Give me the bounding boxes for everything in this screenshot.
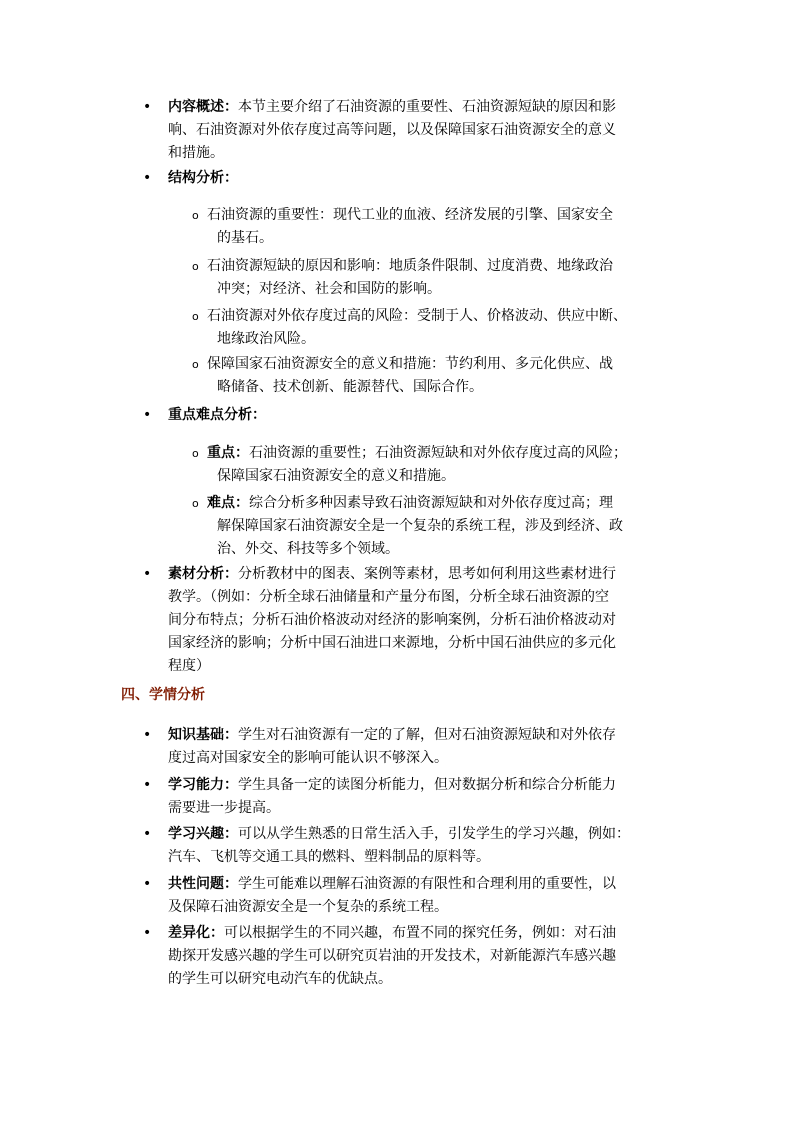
paragraph-line: 治、外交、科技等多个领域。 <box>217 541 399 557</box>
paragraph-line: 及保障石油资源安全是一个复杂的系统工程。 <box>168 899 448 915</box>
paragraph-line: 程度） <box>168 658 210 674</box>
paragraph-line: 响、石油资源对外依存度过高等问题，以及保障国家石油资源安全的意义 <box>168 122 616 138</box>
paragraph-line: 和措施。 <box>168 145 224 161</box>
paragraph-line: 度过高对国家安全的影响可能认识不够深入。 <box>168 750 448 766</box>
paragraph-line: 学生对石油资源有一定的了解，但对石油资源短缺和对外依存 <box>238 727 616 743</box>
bullet-disc: • <box>143 826 152 842</box>
bullet-disc: • <box>143 876 152 892</box>
bullet-disc: • <box>143 170 152 186</box>
student-analysis-item <box>168 823 688 869</box>
bullet-circle: o <box>192 497 199 510</box>
bullet-disc: • <box>143 407 152 423</box>
paragraph-line: 冲突；对经济、社会和国防的影响。 <box>217 281 441 297</box>
structure-item <box>207 204 687 250</box>
bullet-disc: • <box>143 727 152 743</box>
bullet-circle: o <box>192 447 199 460</box>
bullet-circle: o <box>192 358 199 371</box>
paragraph-line: 勘探开发感兴趣的学生可以研究页岩油的开发技术，对新能源汽车感兴趣 <box>168 948 616 964</box>
paragraph-line: 保障国家石油资源安全的意义和措施：节约利用、多元化供应、战 <box>207 356 613 372</box>
paragraph-line: 地缘政治风险。 <box>217 331 315 347</box>
paragraph-line: 的学生可以研究电动汽车的优缺点。 <box>168 971 392 987</box>
term-label: 结构分析： <box>168 170 238 186</box>
paragraph-line: 可以从学生熟悉的日常生活入手，引发学生的学习兴趣，例如： <box>238 826 630 842</box>
paragraph-line: 国家经济的影响；分析中国石油进口来源地，分析中国石油供应的多元化 <box>168 635 616 651</box>
term-label: 知识基础： <box>168 727 238 743</box>
student-analysis-item <box>168 724 688 770</box>
paragraph-line: 可以根据学生的不同兴趣，布置不同的探究任务，例如：对石油 <box>224 925 616 941</box>
key-point-item <box>207 492 687 561</box>
structure-item <box>207 305 687 351</box>
paragraph-line: 石油资源的重要性：现代工业的血液、经济发展的引擎、国家安全 <box>207 207 613 223</box>
paragraph-line: 石油资源的重要性；石油资源短缺和对外依存度过高的风险； <box>249 445 627 461</box>
bullet-circle: o <box>192 209 199 222</box>
paragraph-line: 石油资源对外依存度过高的风险：受制于人、价格波动、供应中断、 <box>207 308 627 324</box>
paragraph-line: 需要进一步提高。 <box>168 800 280 816</box>
term-label: 内容概述： <box>168 99 238 115</box>
paragraph-line: 分析教材中的图表、案例等素材，思考如何利用这些素材进行 <box>238 566 616 582</box>
structure-item <box>207 353 687 399</box>
term-label: 差异化： <box>168 925 224 941</box>
content-overview-item <box>168 96 688 165</box>
paragraph-line: 汽车、飞机等交通工具的燃料、塑料制品的原料等。 <box>168 849 490 865</box>
paragraph-line: 石油资源短缺的原因和影响：地质条件限制、过度消费、地缘政治 <box>207 258 613 274</box>
bullet-disc: • <box>143 566 152 582</box>
materials-item <box>168 563 688 678</box>
section-heading: 四、学情分析 <box>121 687 205 703</box>
bullet-disc: • <box>143 99 152 115</box>
paragraph-line: 学生具备一定的读图分析能力，但对数据分析和综合分析能力 <box>238 777 616 793</box>
paragraph-line: 解保障国家石油资源安全是一个复杂的系统工程，涉及到经济、政 <box>217 518 623 534</box>
student-analysis-item <box>168 774 688 820</box>
student-analysis-item <box>168 873 688 919</box>
paragraph-line: 略储备、技术创新、能源替代、国际合作。 <box>217 379 483 395</box>
paragraph-line: 保障国家石油资源安全的意义和措施。 <box>217 468 455 484</box>
paragraph-line: 学生可能难以理解石油资源的有限性和合理利用的重要性，以 <box>238 876 616 892</box>
term-label: 重点难点分析： <box>168 407 266 423</box>
paragraph-line: 的基石。 <box>217 230 273 246</box>
key-points-heading <box>168 404 688 427</box>
bullet-circle: o <box>192 260 199 273</box>
student-analysis-item <box>168 922 688 991</box>
bullet-disc: • <box>143 925 152 941</box>
term-label: 难点： <box>207 495 249 511</box>
bullet-disc: • <box>143 777 152 793</box>
paragraph-line: 本节主要介绍了石油资源的重要性、石油资源短缺的原因和影 <box>238 99 616 115</box>
term-label: 学习能力： <box>168 777 238 793</box>
paragraph-line: 综合分析多种因素导致石油资源短缺和对外依存度过高；理 <box>249 495 613 511</box>
key-point-item <box>207 442 687 488</box>
paragraph-line: 间分布特点；分析石油价格波动对经济的影响案例，分析石油价格波动对 <box>168 612 616 628</box>
paragraph-line: 教学。（例如：分析全球石油储量和产量分布图，分析全球石油资源的空 <box>168 589 609 605</box>
term-label: 共性问题： <box>168 876 238 892</box>
structure-heading <box>168 167 688 190</box>
bullet-circle: o <box>192 310 199 323</box>
structure-item <box>207 255 687 301</box>
term-label: 素材分析： <box>168 566 238 582</box>
term-label: 重点： <box>207 445 249 461</box>
term-label: 学习兴趣： <box>168 826 238 842</box>
